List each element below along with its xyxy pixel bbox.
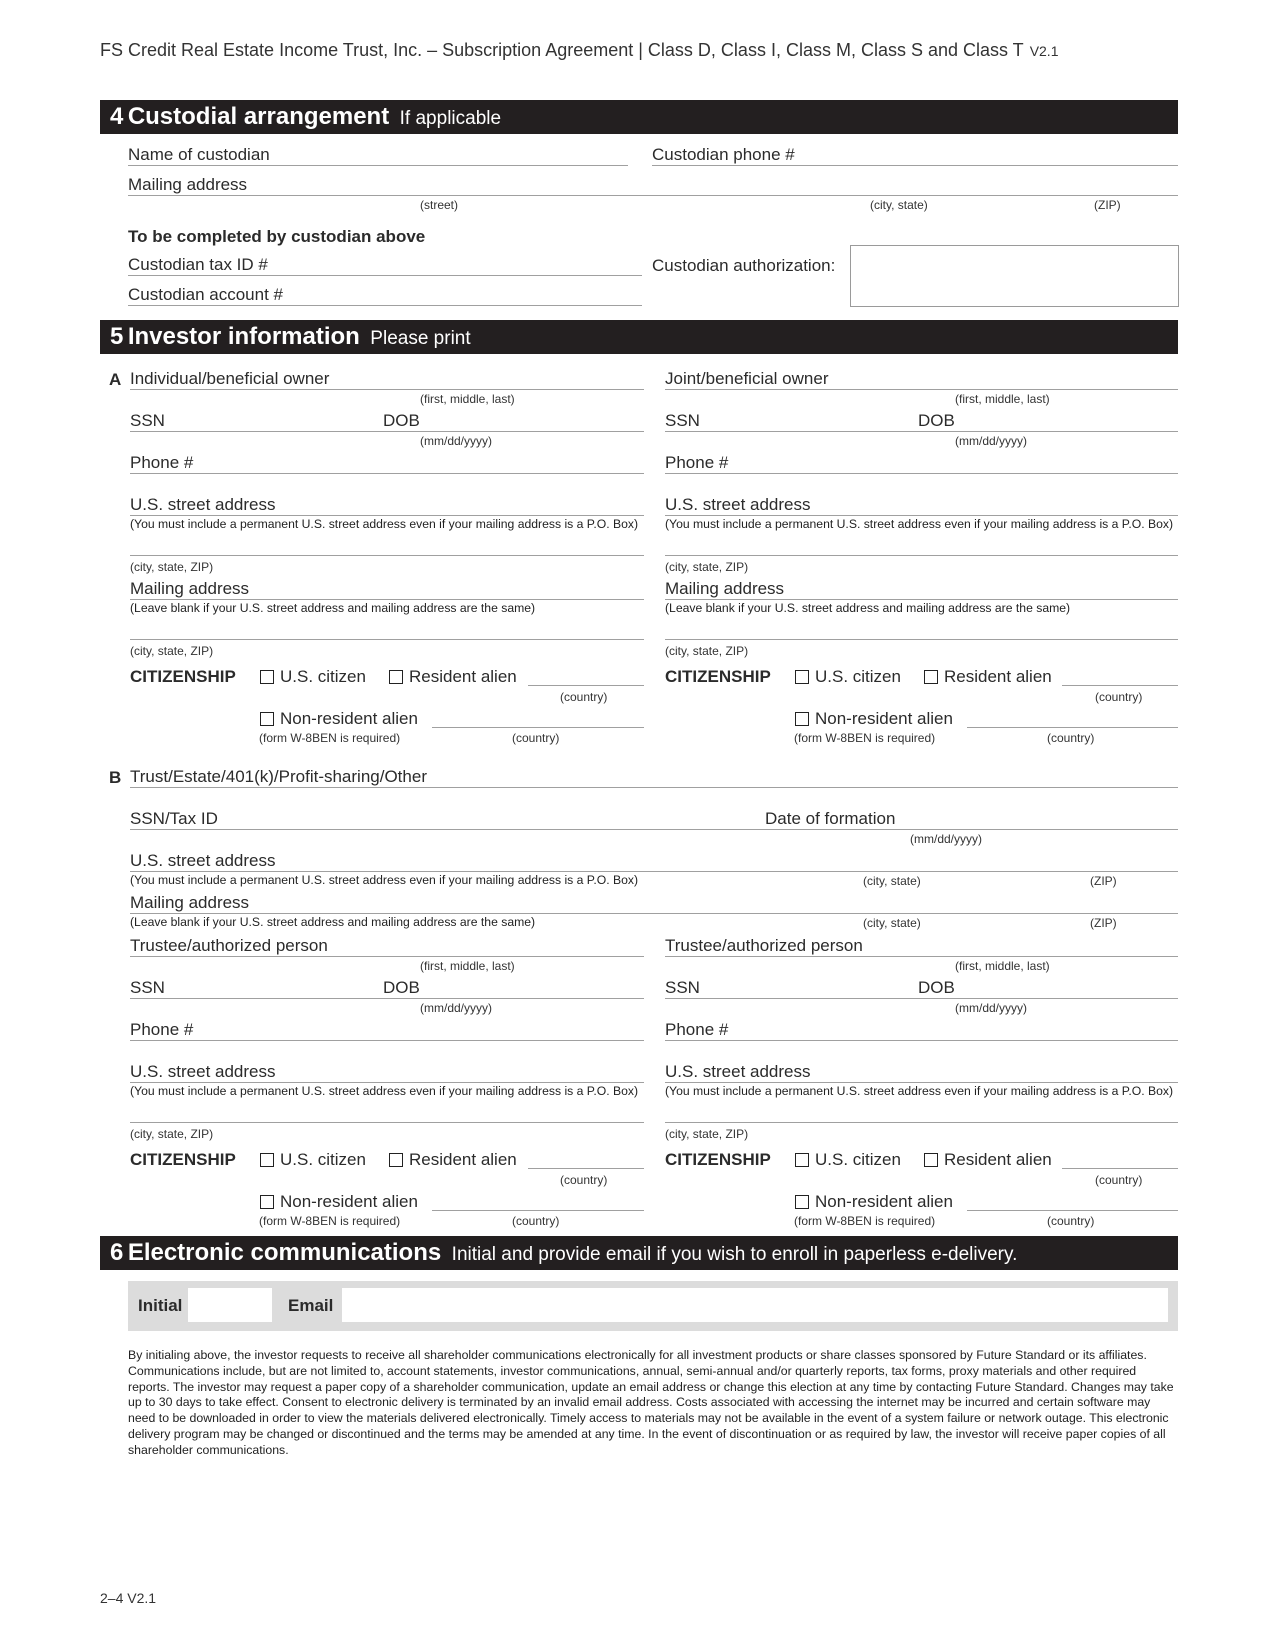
citizenship-label: CITIZENSHIP — [130, 1150, 236, 1169]
field-label: Trust/Estate/401(k)/Profit-sharing/Other — [130, 767, 427, 786]
section-number: 4 — [110, 103, 124, 130]
document-title: FS Credit Real Estate Income Trust, Inc. – Subscription Agreement | Class D, Class I, Class M, Class S and Class T — [100, 40, 1024, 60]
section-title: Investor information — [127, 323, 360, 350]
individual-dob-label: DOB — [383, 411, 420, 430]
resident-country-line[interactable] — [528, 685, 644, 686]
checkbox-label: U.S. citizen — [280, 667, 366, 686]
joint-dob-label: DOB — [918, 411, 955, 430]
field-label: Mailing address — [128, 175, 248, 194]
caption-city-state-zip: (city, state, ZIP) — [130, 644, 214, 658]
caption-country: (country) — [560, 690, 608, 704]
custodian-account-field[interactable] — [128, 284, 642, 306]
checkbox-icon — [795, 1153, 809, 1167]
caption-city-state-zip: (city, state, ZIP) — [130, 560, 214, 574]
caption-date: (mm/dd/yyyy) — [420, 434, 492, 448]
field-label: Mailing address — [130, 893, 250, 912]
caption-name: (first, middle, last) — [420, 392, 515, 406]
nonresident-country-line[interactable] — [967, 727, 1178, 728]
individual-phone-field[interactable] — [130, 452, 644, 474]
joint-city-line[interactable] — [665, 555, 1178, 556]
section-subtitle: Please print — [370, 328, 471, 349]
field-label: Custodian tax ID # — [128, 255, 268, 274]
individual-mailing-field[interactable] — [130, 578, 644, 600]
checkbox-label: Non-resident alien — [280, 1192, 418, 1211]
checkbox-icon — [260, 1153, 274, 1167]
section-subtitle: Initial and provide email if you wish to enroll in paperless e-delivery. — [451, 1244, 1018, 1265]
trust-mailing-field[interactable] — [130, 892, 1178, 914]
us-citizen-checkbox[interactable] — [795, 667, 901, 687]
field-label: SSN/Tax ID — [130, 809, 218, 828]
caption-w8ben: (form W-8BEN is required) — [259, 731, 401, 745]
caption-city-state-zip: (city, state, ZIP) — [665, 560, 749, 574]
individual-city-line[interactable] — [130, 555, 644, 556]
field-label: SSN — [130, 978, 165, 997]
caption-date: (mm/dd/yyyy) — [955, 1001, 1027, 1015]
trustee-2-dob-label: DOB — [918, 978, 955, 997]
email-label: Email — [288, 1296, 334, 1315]
trust-ssn-tax-id-field[interactable] — [130, 808, 1178, 830]
checkbox-label: Non-resident alien — [815, 709, 953, 728]
resident-alien-checkbox[interactable] — [389, 667, 517, 687]
field-label: Custodian phone # — [652, 145, 795, 164]
caption-city-state-zip: (city, state, ZIP) — [665, 644, 749, 658]
custodian-authorization-box[interactable] — [850, 245, 1179, 307]
trust-name-field[interactable] — [130, 766, 1178, 788]
joint-us-street-field[interactable] — [665, 494, 1178, 516]
caption-w8ben: (form W-8BEN is required) — [259, 1214, 401, 1228]
field-label: Custodian account # — [128, 285, 283, 304]
caption-country: (country) — [560, 1173, 608, 1187]
caption-zip: (ZIP) — [1090, 916, 1117, 930]
part-a-letter: A — [109, 370, 122, 389]
checkbox-label: Resident alien — [409, 667, 517, 686]
initial-label: Initial — [138, 1296, 183, 1315]
us-citizen-checkbox[interactable] — [260, 667, 366, 687]
field-label: Phone # — [130, 1020, 194, 1039]
caption-street: (street) — [420, 198, 459, 212]
citizenship-label: CITIZENSHIP — [665, 1150, 771, 1169]
non-resident-alien-checkbox[interactable] — [795, 709, 953, 729]
checkbox-icon — [924, 1153, 938, 1167]
checkbox-label: Resident alien — [944, 1150, 1052, 1169]
field-label: U.S. street address — [130, 495, 276, 514]
checkbox-label: U.S. citizen — [815, 667, 901, 686]
non-resident-alien-checkbox[interactable] — [260, 1192, 418, 1212]
trustee-2-phone-field[interactable] — [665, 1019, 1178, 1041]
checkbox-icon — [924, 670, 938, 684]
field-label: SSN — [665, 978, 700, 997]
field-label: Individual/beneficial owner — [130, 369, 330, 388]
checkbox-label: U.S. citizen — [815, 1150, 901, 1169]
resident-country-line[interactable] — [528, 1168, 644, 1169]
us-street-note: (You must include a permanent U.S. street address even if your mailing address is a P.O. Box) — [130, 1084, 639, 1098]
caption-date: (mm/dd/yyyy) — [955, 434, 1027, 448]
checkbox-icon — [795, 712, 809, 726]
us-street-note: (You must include a permanent U.S. street address even if your mailing address is a P.O. Box) — [130, 873, 639, 887]
mailing-note: (Leave blank if your U.S. street address and mailing address are the same) — [130, 601, 536, 615]
non-resident-alien-checkbox[interactable] — [795, 1192, 953, 1212]
section-number: 5 — [110, 323, 124, 350]
e-delivery-disclaimer: By initialing above, the investor requests to receive all shareholder communications electronically for all investment products or share classes sponsored by Future Standard or its affiliates. Communications include, but are not limited to, account statements, investor communications, annual, semi-annual and/or quarterly reports, tax forms, proxy materials and other required reports. The investor may request a paper copy of a shareholder communication, update an email address or change this election at any time by contacting Future Standard. Changes may take up to 30 days to take effect. Consent to electronic delivery is terminated by an invalid email address. Costs associated with accessing the internet may be incurred and certain software may need to be downloaded in order to view the materials delivered electronically. Timely access to materials may not be available in the event of a system failure or network outage. This electronic delivery program may be changed or discontinued and the terms may be amended at any time. In the event of discontinuation or as required by law, the investor will receive paper copies of all shareholder communications. — [128, 1348, 1174, 1457]
trustee-1-phone-field[interactable] — [130, 1019, 644, 1041]
caption-name: (first, middle, last) — [955, 392, 1050, 406]
joint-owner-name-field[interactable] — [665, 368, 1178, 390]
checkbox-icon — [260, 670, 274, 684]
resident-country-line[interactable] — [1062, 1168, 1178, 1169]
field-label: Phone # — [130, 453, 194, 472]
section-subtitle: If applicable — [399, 108, 502, 129]
citizenship-label: CITIZENSHIP — [130, 667, 236, 686]
caption-zip: (ZIP) — [1090, 874, 1117, 888]
field-label: Name of custodian — [128, 145, 270, 164]
part-b-letter: B — [109, 768, 122, 787]
field-label: Phone # — [665, 1020, 729, 1039]
resident-alien-checkbox[interactable] — [389, 1150, 517, 1170]
date-of-formation-label: Date of formation — [765, 809, 896, 828]
field-label: U.S. street address — [665, 495, 811, 514]
field-label: U.S. street address — [130, 1062, 276, 1081]
field-label: Trustee/authorized person — [665, 936, 863, 955]
caption-date: (mm/dd/yyyy) — [420, 1001, 492, 1015]
individual-owner-name-field[interactable] — [130, 368, 644, 390]
checkbox-label: Resident alien — [409, 1150, 517, 1169]
us-citizen-checkbox[interactable] — [795, 1150, 901, 1170]
resident-alien-checkbox[interactable] — [924, 1150, 1052, 1170]
joint-phone-field[interactable] — [665, 452, 1178, 474]
trust-us-street-field[interactable] — [130, 850, 1178, 872]
checkbox-label: Non-resident alien — [815, 1192, 953, 1211]
field-label: SSN — [130, 411, 165, 430]
trustee-2-us-street-field[interactable] — [665, 1061, 1178, 1083]
checkbox-icon — [260, 1195, 274, 1209]
caption-city-state-zip: (city, state, ZIP) — [665, 1127, 749, 1141]
mailing-note: (Leave blank if your U.S. street address and mailing address are the same) — [665, 601, 1071, 615]
document-header — [100, 40, 1059, 61]
caption-country: (country) — [512, 1214, 560, 1228]
section-title: Custodial arrangement — [127, 103, 390, 130]
caption-city-state-zip: (city, state, ZIP) — [130, 1127, 214, 1141]
resident-country-line[interactable] — [1062, 685, 1178, 686]
caption-country: (country) — [512, 731, 560, 745]
caption-name: (first, middle, last) — [420, 959, 515, 973]
custodian-authorization-label: Custodian authorization: — [652, 256, 836, 275]
caption-name: (first, middle, last) — [955, 959, 1050, 973]
joint-mailing-field[interactable] — [665, 578, 1178, 600]
trustee-1-city-line[interactable] — [130, 1122, 644, 1123]
custodian-tax-id-field[interactable] — [128, 254, 642, 276]
resident-alien-checkbox[interactable] — [924, 667, 1052, 687]
section-4-header — [100, 100, 1178, 134]
trustee-1-dob-label: DOB — [383, 978, 420, 997]
caption-country: (country) — [1047, 1214, 1095, 1228]
version-label: V2.1 — [1029, 43, 1059, 59]
trustee-1-us-street-field[interactable] — [130, 1061, 644, 1083]
section-5-header — [100, 320, 1178, 354]
custodian-phone-field[interactable] — [652, 144, 1178, 166]
caption-w8ben: (form W-8BEN is required) — [794, 1214, 936, 1228]
email-input[interactable] — [342, 1288, 1168, 1322]
us-street-note: (You must include a permanent U.S. street address even if your mailing address is a P.O. Box) — [665, 1084, 1174, 1098]
nonresident-country-line[interactable] — [432, 727, 644, 728]
trustee-2-city-line[interactable] — [665, 1122, 1178, 1123]
citizenship-label: CITIZENSHIP — [665, 667, 771, 686]
checkbox-icon — [389, 1153, 403, 1167]
us-street-note: (You must include a permanent U.S. street address even if your mailing address is a P.O. Box) — [130, 517, 639, 531]
trustee-2-name-field[interactable] — [665, 935, 1178, 957]
mailing-note: (Leave blank if your U.S. street address and mailing address are the same) — [130, 915, 536, 929]
checkbox-label: Resident alien — [944, 667, 1052, 686]
individual-mailing-city-line[interactable] — [130, 639, 644, 640]
caption-city-state: (city, state) — [863, 916, 921, 930]
field-label: Joint/beneficial owner — [665, 369, 829, 388]
caption-zip: (ZIP) — [1094, 198, 1121, 212]
page-footer: 2–4 V2.1 — [100, 1590, 157, 1606]
us-street-note: (You must include a permanent U.S. street address even if your mailing address is a P.O. Box) — [665, 517, 1174, 531]
checkbox-icon — [260, 712, 274, 726]
joint-mailing-city-line[interactable] — [665, 639, 1178, 640]
nonresident-country-line[interactable] — [432, 1210, 644, 1211]
field-label: SSN — [665, 411, 700, 430]
nonresident-country-line[interactable] — [967, 1210, 1178, 1211]
caption-city-state: (city, state) — [870, 198, 928, 212]
initial-input[interactable] — [188, 1288, 272, 1322]
caption-w8ben: (form W-8BEN is required) — [794, 731, 936, 745]
section-6-header — [100, 1236, 1178, 1270]
caption-country: (country) — [1047, 731, 1095, 745]
non-resident-alien-checkbox[interactable] — [260, 709, 418, 729]
checkbox-icon — [795, 1195, 809, 1209]
section-number: 6 — [110, 1239, 124, 1266]
checkbox-icon — [389, 670, 403, 684]
us-citizen-checkbox[interactable] — [260, 1150, 366, 1170]
caption-country: (country) — [1095, 1173, 1143, 1187]
field-label: Mailing address — [665, 579, 785, 598]
caption-city-state: (city, state) — [863, 874, 921, 888]
checkbox-label: U.S. citizen — [280, 1150, 366, 1169]
field-label: Phone # — [665, 453, 729, 472]
field-label: U.S. street address — [665, 1062, 811, 1081]
individual-us-street-field[interactable] — [130, 494, 644, 516]
trustee-1-name-field[interactable] — [130, 935, 644, 957]
e-delivery-panel — [128, 1281, 1178, 1331]
caption-country: (country) — [1095, 690, 1143, 704]
custodian-name-field[interactable] — [128, 144, 628, 166]
section-title: Electronic communications — [127, 1239, 442, 1266]
custodian-instructions: To be completed by custodian above — [128, 227, 426, 246]
custodian-mailing-address-field[interactable] — [128, 174, 1178, 196]
checkbox-label: Non-resident alien — [280, 709, 418, 728]
field-label: Trustee/authorized person — [130, 936, 328, 955]
checkbox-icon — [795, 670, 809, 684]
caption-date: (mm/dd/yyyy) — [910, 832, 982, 846]
field-label: U.S. street address — [130, 851, 276, 870]
field-label: Mailing address — [130, 579, 250, 598]
